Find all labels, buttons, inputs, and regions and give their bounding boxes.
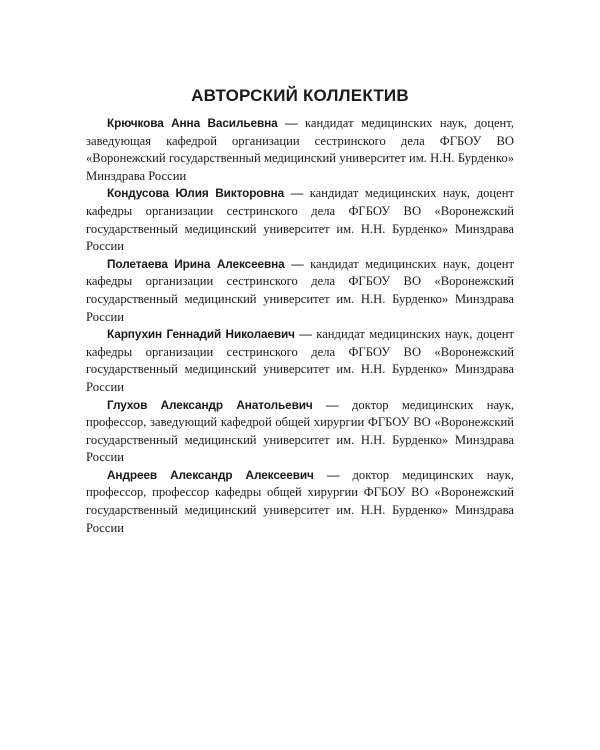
author-entry (86, 256, 514, 326)
author-description: кандидат медицинских наук, доцент кафедры организации сестринского дела ФГБОУ ВО «Воронежский государственный медицинский университет им. Н.Н. Бурденко» Минздрава России (86, 327, 515, 394)
author-description: кандидат медицинских наук, доцент кафедры организации сестринского дела ФГБОУ ВО «Воронежский государственный медицинский университет им. Н.Н. Бурденко» Минздрава России (86, 256, 515, 324)
author-separator: — (294, 327, 317, 342)
author-name: Андреев Александр Алексеевич (107, 467, 314, 482)
author-description: доктор медицинских наук, профессор, заведующий кафедрой общей хирургии ФГБОУ ВО «Воронежский государственный медицинский университет им. Н.Н. Бурденко» Минздрава России (86, 397, 514, 465)
author-name: Кондусова Юлия Викторовна (107, 186, 285, 201)
author-entry (86, 185, 514, 255)
author-separator: — (284, 186, 310, 201)
author-name: Карпухин Геннадий Николаевич (107, 327, 295, 342)
author-separator: — (277, 116, 305, 130)
author-entry (86, 397, 514, 467)
author-entry (86, 115, 514, 185)
author-description: кандидат медицинских наук, доцент кафедры организации сестринского дела ФГБОУ ВО «Воронежский государственный медицинский университет им. Н.Н. Бурденко» Минздрава России (86, 186, 514, 254)
author-description: кандидат медицинских наук, доцент, заведующая кафедрой организации сестринского дела ФГБОУ ВО «Воронежский государственный медицинский университет им. Н.Н. Бурденко» Минздрава России (86, 116, 514, 183)
author-description: доктор медицинских наук, профессор, профессор кафедры общей хирургии ФГБОУ ВО «Воронежский государственный медицинский университет им. Н.Н. Бурденко» Минздрава России (86, 467, 514, 535)
page-title: АВТОРСКИЙ КОЛЛЕКТИВ (191, 86, 409, 105)
author-name: Крючкова Анна Васильевна (107, 116, 278, 130)
author-entry (86, 326, 514, 396)
author-name: Глухов Александр Анатольевич (107, 397, 313, 412)
author-separator: — (312, 397, 352, 412)
author-separator: — (313, 467, 353, 482)
author-name: Полетаева Ирина Алексеевна (107, 256, 285, 271)
author-separator: — (284, 256, 311, 271)
document-page (86, 86, 514, 537)
author-entry (86, 467, 514, 537)
